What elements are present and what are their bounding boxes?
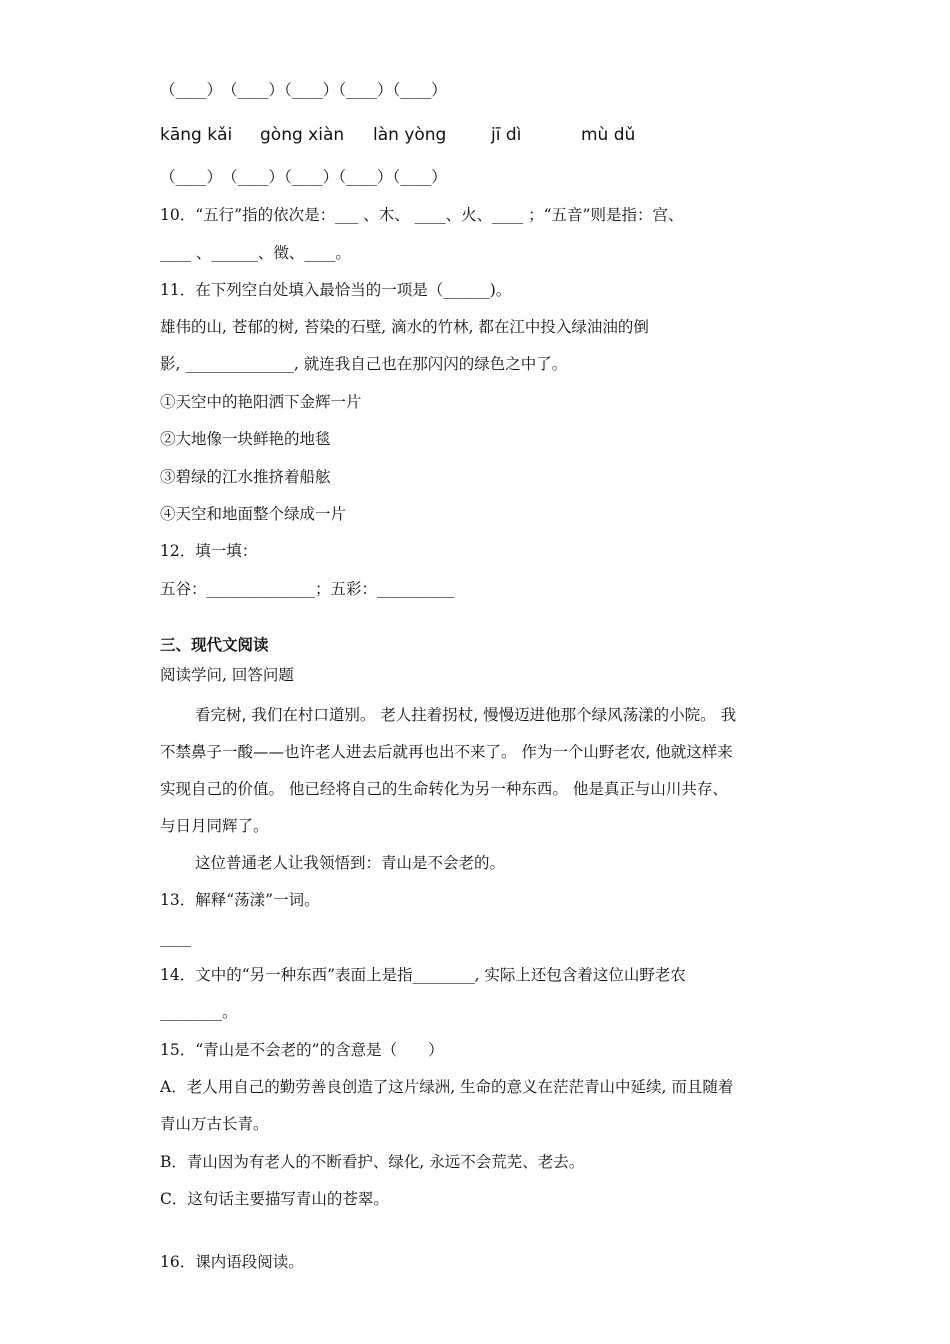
q15-option-c: C．这句话主要描写青山的苍翠。 bbox=[160, 1190, 389, 1208]
q11-question: 11．在下列空白处填入最恰当的一项是（______)。 bbox=[160, 281, 512, 299]
pinyin-item: làn yòng bbox=[373, 125, 447, 145]
q11-option-2: ②大地像一块鲜艳的地毯 bbox=[160, 430, 331, 448]
q10-line1: 10．“五行”指的依次是：___ 、木、 ____、火、____ ；“五音”则是指：宫、 bbox=[160, 206, 684, 224]
q15-option-a-line1: A．老人用自己的勤劳善良创造了这片绿洲, 生命的意义在茫茫青山中延续, 而且随着 bbox=[160, 1078, 734, 1096]
q15-option-a-line2: 青山万古长青。 bbox=[160, 1115, 269, 1133]
q14-line1: 14．文中的“另一种东西”表面上是指________, 实际上还包含着这位山野老农 bbox=[160, 966, 686, 984]
q11-option-4: ④天空和地面整个绿成一片 bbox=[160, 505, 347, 523]
pinyin-item: kāng kǎi bbox=[160, 125, 233, 145]
q11-passage-line1: 雄伟的山, 苍郁的树, 苔染的石壁, 滴水的竹林, 都在江中投入绿油油的倒 bbox=[160, 318, 649, 336]
q12-line: 五谷：______________；五彩：__________ bbox=[160, 580, 455, 598]
section-instruction: 阅读学问, 回答问题 bbox=[160, 666, 294, 684]
q16-question: 16．课内语段阅读。 bbox=[160, 1253, 304, 1271]
q14-line2: ________。 bbox=[160, 1003, 238, 1021]
passage-line: 看完树, 我们在村口道别。 老人拄着拐杖, 慢慢迈进他那个绿风荡漾的小院。 我 bbox=[195, 706, 737, 724]
q12-question: 12．填一填： bbox=[160, 542, 258, 560]
q11-passage-line2: 影, ______________, 就连我自己也在那闪闪的绿色之中了。 bbox=[160, 355, 568, 373]
section-heading: 三、现代文阅读 bbox=[160, 636, 269, 654]
passage-line: 与日月同辉了。 bbox=[160, 817, 269, 835]
pinyin-blanks-row-1: （____） （____）（____）（____）（____） bbox=[160, 81, 447, 99]
q15-question: 15．“青山是不会老的”的含意是（ ） bbox=[160, 1041, 444, 1059]
pinyin-item: mù dǔ bbox=[581, 125, 636, 145]
q11-option-3: ③碧绿的江水推挤着船舷 bbox=[160, 468, 331, 486]
pinyin-row bbox=[160, 125, 760, 147]
pinyin-blanks-row-2: （____） （____）（____）（____）（____） bbox=[160, 168, 447, 186]
passage-line: 不禁鼻子一酸——也许老人进去后就再也出不来了。 作为一个山野老农, 他就这样来 bbox=[160, 743, 733, 761]
q13-answer-blank: ____ bbox=[160, 929, 191, 947]
passage-line: 实现自己的价值。 他已经将自己的生命转化为另一种东西。 他是真正与山川共存、 bbox=[160, 780, 728, 798]
passage-line: 这位普通老人让我领悟到：青山是不会老的。 bbox=[195, 854, 506, 872]
q10-line2: ____ 、______、徵、____。 bbox=[160, 244, 351, 262]
pinyin-item: jī dì bbox=[491, 125, 522, 145]
q11-option-1: ①天空中的艳阳洒下金辉一片 bbox=[160, 393, 362, 411]
pinyin-item: gòng xiàn bbox=[260, 125, 345, 145]
q15-option-b: B．青山因为有老人的不断看护、绿化, 永远不会荒芜、老去。 bbox=[160, 1153, 585, 1171]
q13-question: 13．解释“荡漾”一词。 bbox=[160, 891, 320, 909]
